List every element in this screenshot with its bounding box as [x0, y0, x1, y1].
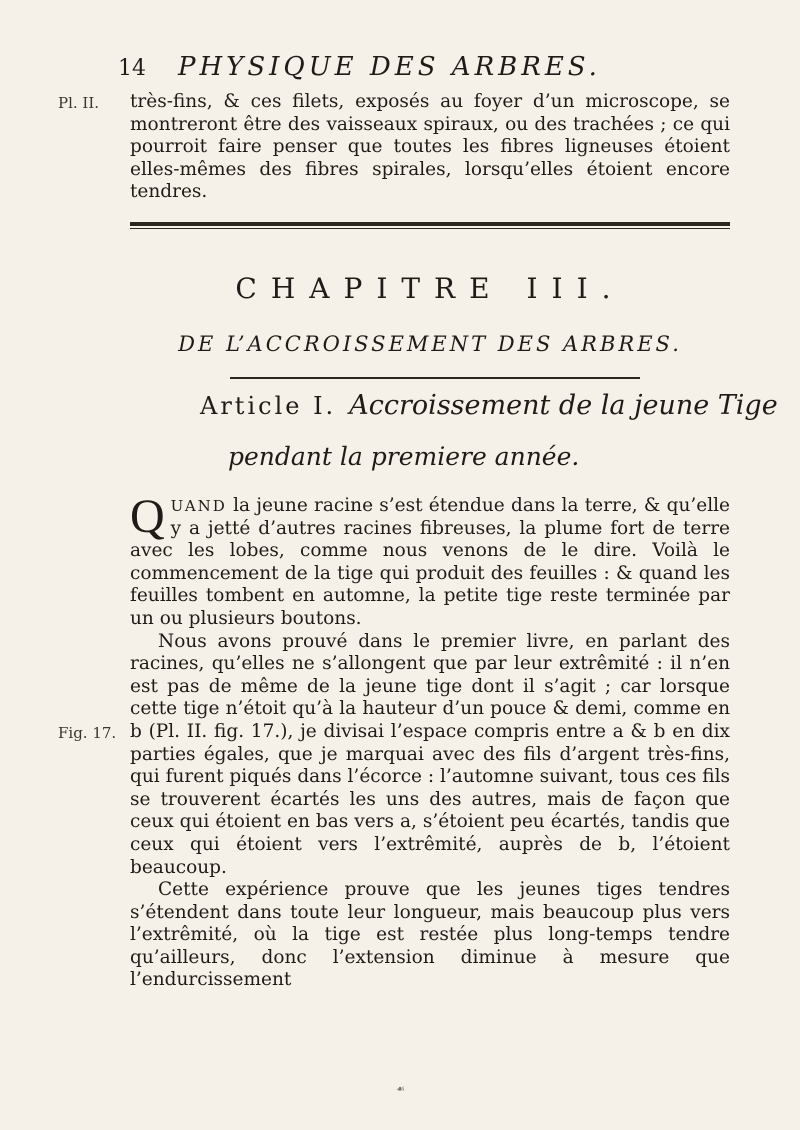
margin-note-figure: Fig. 17.	[58, 724, 117, 742]
footer-ornament: ☙	[396, 1084, 405, 1095]
body-paragraph-1	[130, 490, 730, 631]
page-number: 14	[118, 56, 146, 81]
body-paragraph-2: Nous avons prouvé dans le premier livre, en parlant des racines, qu’elles ne s’allongent que par leur extrêmité : il n’en est pas de même de la jeune tige dont il s’agit ; car lorsque cette tige n’étoit qu’à la hauteur d’un pouce & demi, comme en b (Pl. II. fig. 17.), je divisai l’espace compris entre a & b en dix parties égales, que je marquai avec des fils d’argent très-fins, qui furent piqués dans l’écorce : l’automne suivant, tous ces fils se trouverent écartés les uns des autres, mais de façon que ceux qui étoient en bas vers a, s’étoient peu écartés, tandis que ceux qui étoient vers l’extrêmité, auprès de b, l’étoient beaucoup.	[130, 630, 730, 878]
article-label: Article I.	[200, 392, 337, 420]
page-header	[118, 52, 718, 88]
chapter-subtitle: DE L’ACCROISSEMENT DES ARBRES.	[178, 332, 682, 356]
article-title-line1: Accroissement de la jeune Tige	[349, 390, 778, 421]
body-paragraph-1-text: la jeune racine s’est étendue dans la terre, & qu’elle y a jetté d’autres racines fibreuses, la plume fort de terre avec les lobes, comme nous venons de le dire. Voilà le commencement de la tige qui produit des feuilles : & quand les feuilles tombent en automne, la petite tige reste terminée par un ou plusieurs boutons.	[130, 495, 730, 629]
drop-cap: Q	[130, 490, 165, 543]
chapter-title: CHAPITRE III.	[235, 272, 625, 305]
intro-paragraph	[130, 91, 730, 204]
chapter-rule-thin	[130, 228, 730, 229]
article-body	[130, 490, 730, 992]
intro-text: très-fins, & ces filets, exposés au foyer d’un microscope, se montreront être des vaisseaux spiraux, ou des trachées ; ce qui pourroit faire penser que toutes les fibres ligneuses étoient elles-mêmes des fibres spirales, lorsqu’elles étoient encore tendres.	[130, 91, 730, 203]
chapter-rule-thick	[130, 222, 730, 226]
running-title: PHYSIQUE DES ARBRES.	[178, 52, 601, 82]
margin-note-plate: Pl. II.	[58, 94, 100, 112]
article-heading	[200, 390, 778, 421]
article-title-line2: pendant la premiere année.	[228, 442, 580, 471]
body-paragraph-3: Cette expérience prouve que les jeunes tiges tendres s’étendent dans toute leur longueur, mais beaucoup plus vers l’extrêmité, où la tige est restée plus long-temps tendre qu’ailleurs, donc l’extension diminue à mesure que l’endurcissement	[130, 879, 730, 991]
smallcaps-lead: UAND	[170, 497, 227, 515]
section-rule	[230, 377, 640, 379]
